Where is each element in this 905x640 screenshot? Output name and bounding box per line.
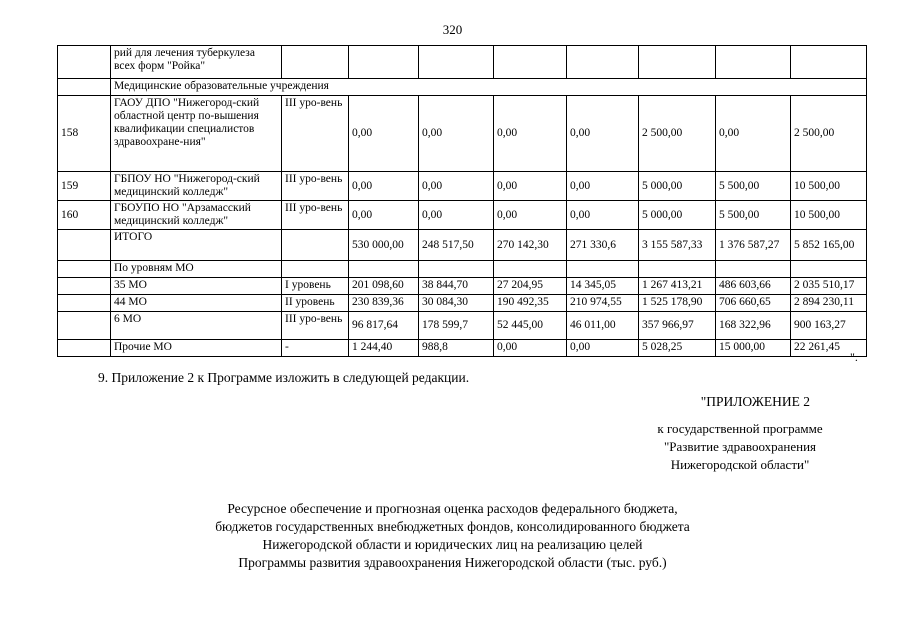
table-row: рий для лечения туберкулеза всех форм "Ройка" [58,46,867,79]
table-row: ИТОГО 530 000,00 248 517,50 270 142,30 271 330,6 3 155 587,33 1 376 587,27 5 852 165,00 [58,230,867,261]
table-row: 35 МО I уровень 201 098,60 38 844,70 27 204,95 14 345,05 1 267 413,21 486 603,66 2 035 510,17 [58,278,867,295]
table-row: 6 МО III уро-вень 96 817,64 178 599,7 52 445,00 46 011,00 357 966,97 168 322,96 900 163,27 [58,312,867,340]
appendix-title: "ПРИЛОЖЕНИЕ 2 [700,394,810,409]
table-row: 160 ГБОУПО НО "Арзамасский медицинский колледж" III уро-вень 0,00 0,00 0,00 0,00 5 000,00 5 500,00 10 500,00 [58,201,867,230]
heading-line: бюджетов государственных внебюджетных фондов, консолидированного бюджета [215,519,690,534]
heading-line: Ресурсное обеспечение и прогнозная оценка расходов федерального бюджета, [227,501,678,516]
table-row: 159 ГБПОУ НО "Нижегород-ский медицинский колледж" III уро-вень 0,00 0,00 0,00 0,00 5 000,00 5 500,00 10 500,00 [58,172,867,201]
section-title: Медицинские образовательные учреждения [111,79,867,96]
heading-line: Нижегородской области и юридических лиц на реализацию целей [262,537,643,552]
page-number: 320 [442,22,463,37]
table-row: Прочие МО - 1 244,40 988,8 0,00 0,00 5 028,25 15 000,00 22 261,45 [58,340,867,357]
appendix-line: "Развитие здравоохранения [663,439,817,454]
section-row [58,79,867,96]
heading-line: Программы развития здравоохранения Нижегородской области (тыс. руб.) [238,555,667,570]
table-row: По уровням МО [58,261,867,278]
table-row: 158 ГАОУ ДПО "Нижегород-ский областной центр по-вышения квалификации специалистов здравоохране-ния" III уро-вень 0,00 0,00 0,00 0,00 2 500,00 0,00 2 500,00 [58,96,867,172]
table-row: 44 МО II уровень 230 839,36 30 084,30 190 492,35 210 974,55 1 525 178,90 706 660,65 2 894 230,11 [58,295,867,312]
closing-quote: ". [850,350,858,364]
item-9-text: 9. Приложение 2 к Программе изложить в следующей редакции. [98,370,470,385]
appendix-line: к государственной программе [657,421,823,436]
budget-table [57,45,867,357]
appendix-reference [628,420,852,474]
appendix-line: Нижегородской области" [670,457,810,472]
resource-heading [0,500,905,572]
